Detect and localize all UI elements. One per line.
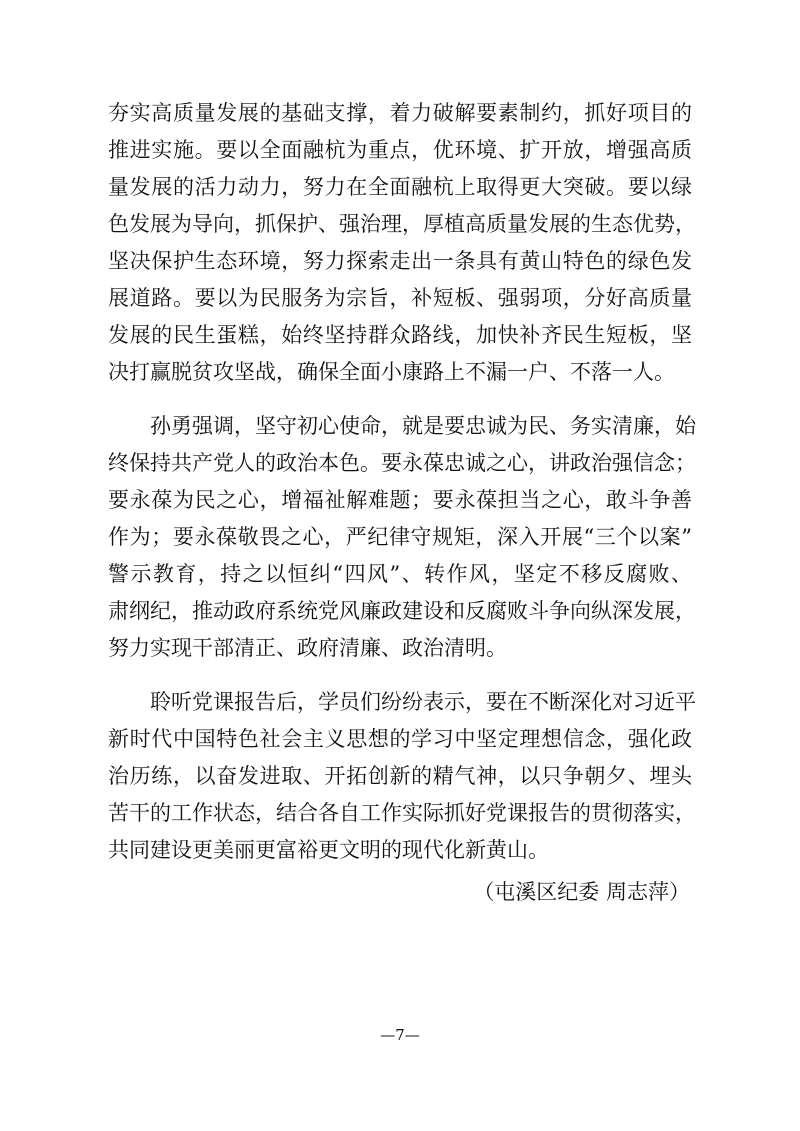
paragraph-line: 孙勇强调，坚守初心使命，就是要忠诚为民、务实清廉，始 <box>150 414 696 438</box>
paragraph-line: 发展的民生蛋糕，始终坚持群众路线，加快补齐民生短板，坚 <box>108 323 692 347</box>
paragraph-line: 警示教育，持之以恒纠“四风”、转作风，坚定不移反腐败、 <box>108 562 692 586</box>
paragraph-line: 聆听党课报告后，学员们纷纷表示，要在不断深化对习近平 <box>150 690 696 714</box>
paragraph-line: 治历练，以奋发进取、开拓创新的精气神，以只争朝夕、埋头 <box>108 764 692 788</box>
paragraph-line: 新时代中国特色社会主义思想的学习中坚定理想信念，强化政 <box>108 727 692 751</box>
paragraph-line: 展道路。要以为民服务为宗旨，补短板、强弱项，分好高质量 <box>108 286 692 310</box>
paragraph-line: 努力实现干部清正、政府清廉、政治清明。 <box>108 636 507 660</box>
paragraph-line: 肃纲纪，推动政府系统党风廉政建设和反腐败斗争向纵深发展， <box>108 599 696 623</box>
paragraph-line: 作为；要永葆敬畏之心，严纪律守规矩，深入开展“三个以案” <box>108 525 692 549</box>
paragraph-line: 苦干的工作状态，结合各自工作实际抓好党课报告的贯彻落实， <box>108 801 696 825</box>
paragraph-line: 色发展为导向，抓保护、强治理，厚植高质量发展的生态优势， <box>108 212 696 236</box>
paragraph-line: 要永葆为民之心，增福祉解难题；要永葆担当之心，敢斗争善 <box>108 488 692 512</box>
paragraph-line: 量发展的活力动力，努力在全面融杭上取得更大突破。要以绿 <box>108 175 692 199</box>
paragraph-line: 决打赢脱贫攻坚战，确保全面小康路上不漏一户、不落一人。 <box>108 360 675 384</box>
paragraph-line: 推进实施。要以全面融杭为重点，优环境、扩开放，增强高质 <box>108 138 692 162</box>
paragraph-line: 夯实高质量发展的基础支撑，着力破解要素制约，抓好项目的 <box>108 101 692 125</box>
paragraph-line: 共同建设更美丽更富裕更文明的现代化新黄山。 <box>108 838 549 862</box>
paragraph-line: 终保持共产党人的政治本色。要永葆忠诚之心，讲政治强信念； <box>108 451 696 475</box>
page-number: —7— <box>380 1026 420 1044</box>
paragraph-line: 坚决保护生态环境，努力探索走出一条具有黄山特色的绿色发 <box>108 249 692 273</box>
author-signature: （屯溪区纪委 周志萍） <box>473 880 690 904</box>
